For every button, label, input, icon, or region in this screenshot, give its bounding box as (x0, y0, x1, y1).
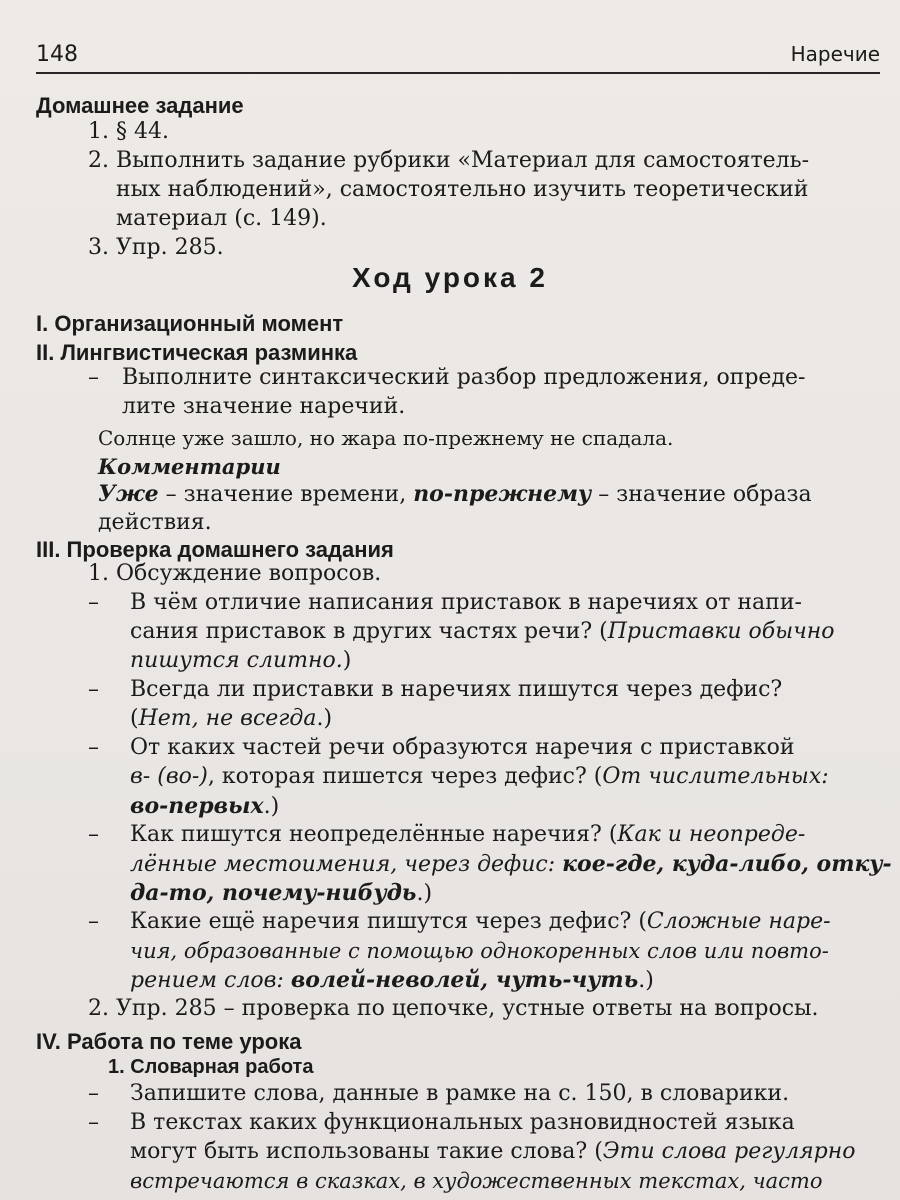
q1-answer: Приставки обычно (607, 619, 835, 644)
q4-text: Как пишутся неопределённые наречия? ( (130, 822, 618, 847)
homework-item-2-line-1: 2. Выполнить задание рубрики «Материал для самостоятель- (88, 148, 810, 173)
q5-answer-end: рением слов: (130, 968, 291, 993)
section-1-heading: I. Организационный момент (36, 311, 344, 336)
q5-text: Какие ещё наречия пишутся через дефис? ( (130, 909, 647, 934)
q2-close: .) (316, 706, 333, 731)
comment-line-1 (98, 479, 812, 510)
q5-answer: Сложные наре- (646, 909, 831, 934)
homework-item-1: 1. § 44. (88, 119, 169, 144)
question-1-line-3 (130, 646, 351, 676)
question-2-line-2 (130, 704, 332, 734)
comment-word-2: по-прежнему (413, 481, 592, 507)
q1-answer-end: пишутся слитно. (130, 648, 343, 673)
comment-word-1: Уже (98, 481, 159, 507)
q4-examples-end: да-то, почему-нибудь (130, 880, 417, 906)
q3-answer: От числительных: (602, 764, 829, 789)
homework-heading: Домашнее задание (36, 93, 244, 118)
question-4-line-3 (130, 878, 432, 909)
section-4-heading: IV. Работа по теме урока (36, 1029, 302, 1054)
q4-close: .) (416, 881, 433, 906)
running-title: Наречие (790, 42, 880, 66)
dash: – (88, 909, 99, 934)
question-3-line-3 (130, 791, 279, 822)
comment-text-1: – значение времени, (158, 482, 414, 507)
q3-close: .) (263, 794, 280, 819)
question-4-line-1 (130, 820, 805, 850)
q2-open: ( (130, 706, 139, 731)
vocabulary-work-heading: 1. Словарная работа (108, 1056, 314, 1078)
q5-close: .) (638, 968, 654, 993)
task-line-2: лите значение наречий. (122, 394, 406, 419)
homework-item-2-line-2: ных наблюдений», самостоятельно изучить теоретический (116, 177, 809, 202)
dash: – (88, 735, 99, 760)
dash: – (88, 1110, 99, 1135)
question-1-line-2 (130, 617, 835, 647)
dash: – (88, 365, 99, 390)
dash: – (88, 590, 99, 615)
dash: – (88, 1081, 99, 1106)
lesson-title: Ход урока 2 (352, 262, 548, 293)
q4-examples: кое-где, куда-либо, отку- (562, 851, 892, 877)
section-3-item-1: 1. Обсуждение вопросов. (88, 561, 382, 586)
comment-line-2: действия. (98, 510, 212, 535)
vocab-task-2-line-1: В текстах каких функциональных разновидностей языка (130, 1110, 795, 1135)
homework-item-3: 3. Упр. 285. (88, 235, 224, 260)
vocab-q-text: могут быть использованы такие слова? ( (130, 1139, 603, 1164)
homework-item-2-line-3: материал (с. 149). (116, 206, 327, 231)
question-1-line-1: В чём отличие написания приставок в наречиях от напи- (130, 590, 802, 615)
vocab-task-2-line-3: встречаются в сказках, в художественных текстах, часто (130, 1169, 823, 1193)
page-header (36, 42, 880, 72)
example-sentence: Солнце уже зашло, но жара по-прежнему не спадала. (98, 426, 674, 450)
section-3-item-2: 2. Упр. 285 – проверка по цепочке, устные ответы на вопросы. (88, 996, 819, 1021)
q3-example: во-первых (130, 793, 264, 819)
q4-answer: Как и неопреде- (617, 822, 806, 847)
task-line-1: Выполните синтаксический разбор предложения, опреде- (122, 365, 806, 390)
comments-label: Комментарии (98, 454, 281, 479)
q1-text: сания приставок в других частях речи? ( (130, 619, 608, 644)
header-rule (36, 72, 880, 74)
page-number: 148 (36, 42, 78, 67)
vocab-task-1: Запишите слова, данные в рамке на с. 150, в словарики. (130, 1081, 790, 1106)
q2-answer: Нет, не всегда (138, 706, 317, 731)
vocab-answer: Эти слова регулярно (602, 1139, 856, 1164)
question-5-line-1 (130, 907, 831, 937)
q3-prefix: в- (во-) (130, 764, 208, 789)
question-3-line-1: От каких частей речи образуются наречия с приставкой (130, 735, 795, 760)
vocab-task-2-line-2 (130, 1137, 856, 1167)
dash: – (88, 822, 99, 847)
q3-text: , которая пишется через дефис? ( (207, 764, 603, 789)
question-5-line-3 (130, 965, 654, 996)
q5-examples: волей-неволей, чуть-чуть (290, 967, 639, 993)
section-2-heading: II. Лингвистическая разминка (36, 340, 358, 365)
question-3-line-2 (130, 762, 829, 792)
q4-answer-2: лённые местоимения, через дефис: (130, 852, 563, 877)
q1-close: ) (342, 648, 352, 673)
question-2-line-1: Всегда ли приставки в наречиях пишутся через дефис? (130, 677, 783, 702)
question-5-line-2: чия, образованные с помощью однокоренных слов или повто- (130, 939, 829, 963)
comment-text-2: – значение образа (591, 482, 812, 507)
question-4-line-2 (130, 849, 892, 880)
section-3-heading: III. Проверка домашнего задания (36, 537, 394, 562)
dash: – (88, 677, 99, 702)
